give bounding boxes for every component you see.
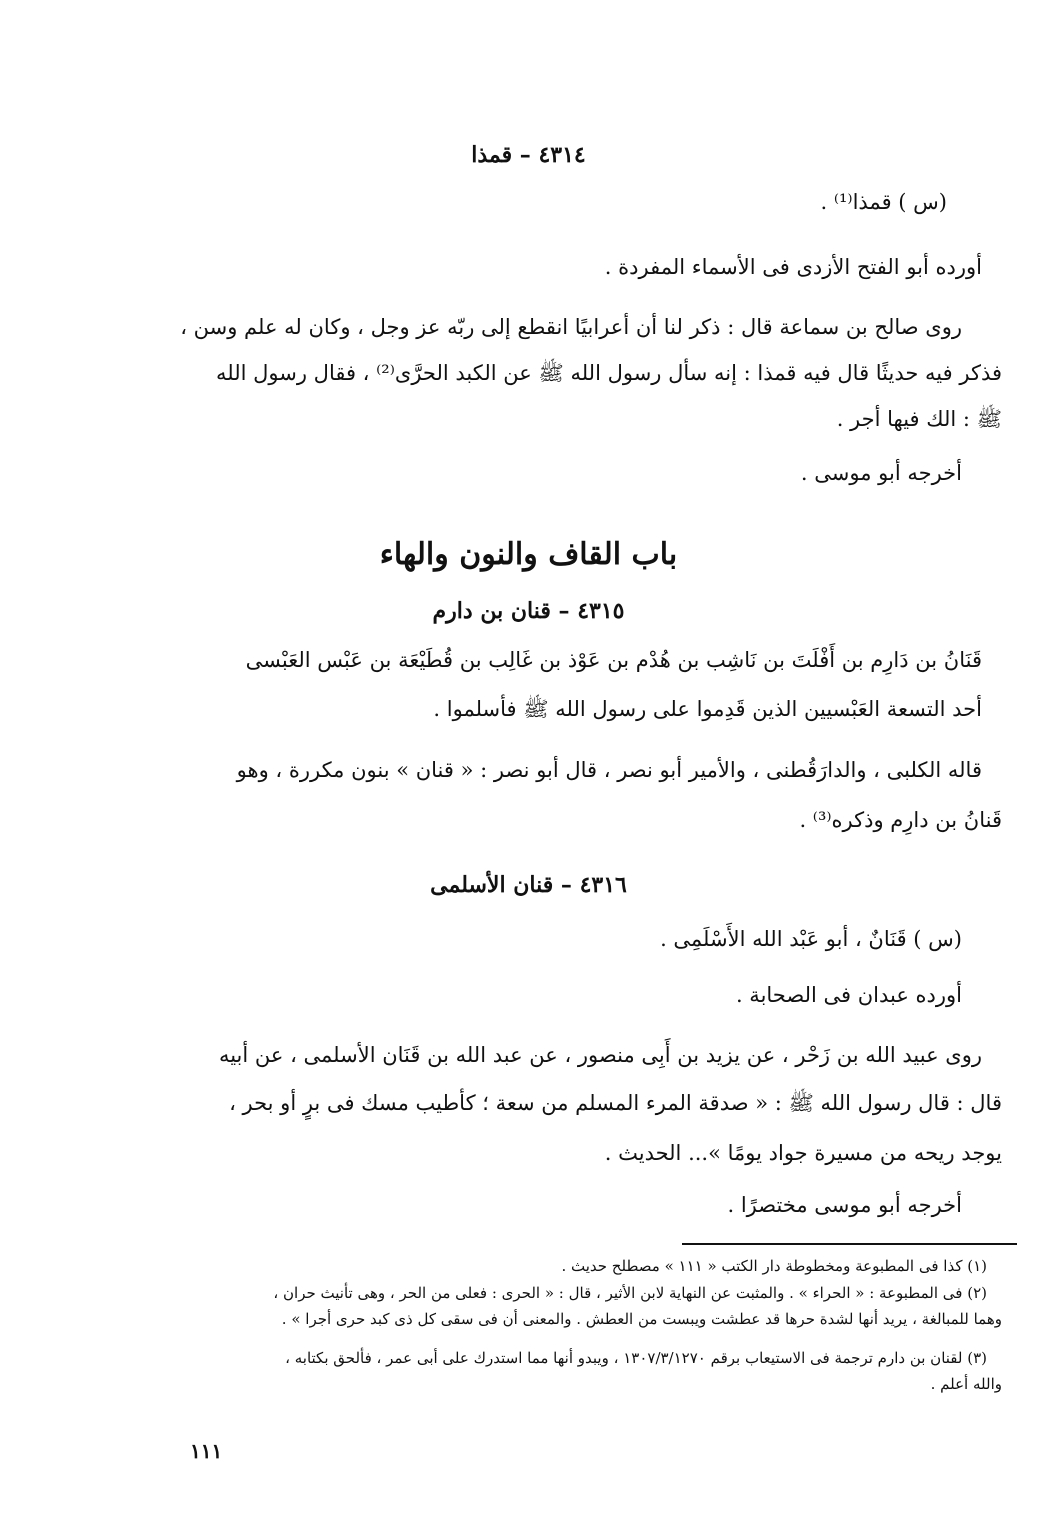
entry-line: روى صالح بن سماعة قال : ذكر لنا أن أعرابيًا انقطع إلى ربّه عز وجل ، وكان له علم وسن ،: [180, 315, 962, 339]
entry-title-4316: ٤٣١٦ – قنان الأسلمى: [430, 872, 627, 898]
footnote: (٣) لقنان بن دارم ترجمة فى الاستيعاب برقم ١٣٠٧/٣/١٢٧٠ ، ويبدو أنها مما استدرك على أبى عمر ، فألحق بكتابه ،: [285, 1349, 987, 1367]
entry-line: أحد التسعة العَبْسيين الذين قَدِموا على رسول الله ﷺ فأسلموا .: [433, 697, 982, 721]
entry-line: ﷺ : الك فيها أجر .: [836, 407, 1002, 431]
entry-line: أورده أبو الفتح الأزدى فى الأسماء المفردة .: [604, 255, 982, 279]
entry-line: قاله الكلبى ، والدارَقُطنى ، والأمير أبو نصر ، قال أبو نصر : « قنان » بنون مكررة ، وهو: [236, 758, 982, 782]
footnote-separator: [682, 1243, 1017, 1245]
footnote: (١) كذا فى المطبوعة ومخطوطة دار الكتب « ١١١ » مصطلح حديث .: [561, 1257, 987, 1275]
entry-line: فذكر فيه حديثًا قال فيه قمذا : إنه سأل رسول الله ﷺ عن الكبد الحرَّى⁽²⁾ ، فقال رسول الله: [216, 361, 1002, 385]
entry-title-4314: ٤٣١٤ – قمذا: [471, 142, 586, 168]
footnote: (٢) فى المطبوعة : « الحراء » . والمثبت عن النهاية لابن الأثير ، قال : « الحرى : فعلى من الحر ، وهى تأنيث حران ،: [273, 1284, 987, 1302]
entry-line: قَنانُ بن دارِم وذكره⁽³⁾ .: [799, 808, 1002, 832]
page-number: ١١١: [190, 1439, 223, 1463]
entry-line: يوجد ريحه من مسيرة جواد يومًا »... الحديث .: [604, 1141, 1002, 1165]
entry-line: أخرجه أبو موسى .: [800, 461, 962, 485]
entry-line: (س ) قَنَانٌ ، أبو عَبْد الله الأَسْلَمِى .: [660, 927, 962, 951]
entry-line: قَنَانُ بن دَارِم بن أَفْلَتَ بن نَاشِب بن هُدْم بن عَوْذ بن غَالِب بن قُطَيْعَة بن عَبْس العَبْسى: [245, 648, 982, 672]
footnote: والله أعلم .: [930, 1375, 1002, 1393]
entry-line: روى عبيد الله بن زَحْر ، عن يزيد بن أَبِى منصور ، عن عبد الله بن قَنَان الأسلمى ، عن أبيه: [218, 1043, 982, 1067]
entry-title-4315: ٤٣١٥ – قنان بن دارم: [432, 598, 625, 624]
entry-line: قال : قال رسول الله ﷺ : « صدقة المرء المسلم من سعة ؛ كأطيب مسك فى برٍ أو بحر ،: [229, 1091, 1002, 1115]
footnote: وهما للمبالغة ، يريد أنها لشدة حرها قد عطشت ويبست من العطش . والمعنى أن فى سقى كل ذى كبد حرى أجرا » .: [281, 1310, 1002, 1328]
entry-line: أورده عبدان فى الصحابة .: [735, 983, 962, 1007]
entry-line: (س ) قمذا⁽¹⁾ .: [820, 190, 947, 214]
entry-line: أخرجه أبو موسى مختصرًا .: [727, 1193, 962, 1217]
chapter-heading: باب القاف والنون والهاء: [379, 537, 678, 572]
